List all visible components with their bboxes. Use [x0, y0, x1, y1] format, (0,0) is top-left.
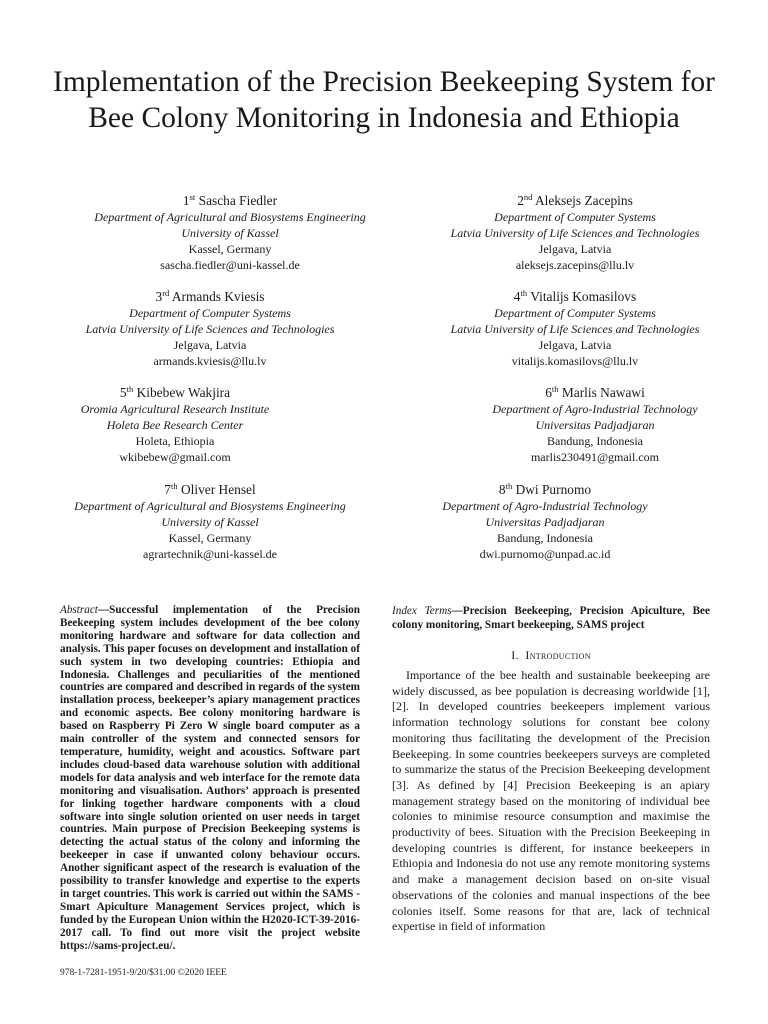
author-email: dwi.purnomo@unpad.ac.id — [479, 546, 611, 561]
section-heading — [392, 648, 710, 663]
author-department: Department of Agricultural and Biosystems Engineering — [74, 499, 346, 513]
abstract-lead: Abstract — [60, 604, 98, 616]
author-block — [400, 481, 690, 563]
author-location: Jelgava, Latvia — [538, 337, 612, 352]
author-email: marlis230491@gmail.com — [530, 449, 660, 464]
author-name: 3rd Armands Kviesis — [155, 288, 265, 304]
author-department: Department of Agro-Industrial Technology — [442, 499, 648, 513]
author-institution: Latvia University of Life Sciences and Technologies — [85, 321, 335, 336]
author-name: 8th Dwi Purnomo — [498, 481, 592, 497]
author-email: wkibebew@gmail.com — [119, 449, 231, 464]
author-block — [420, 288, 730, 370]
introduction-text: Importance of the bee health and sustainable beekeeping are widely discussed, as bee population is decreasing worldwide [1], [2]. In developed countries beekeepers implement various information technology solutions for constant bee colony monitoring thus facilitating the development of the Precision Beekeeping. In some countries beekeepers surveys are completed to summarize the status of the Precision Beekeeping development [3]. As defined by [4] Precision Beekeeping is an apiary management strategy based on the monitoring of individual bee colonies to minimise resource consumption and maximise the productivity of bees. Situation with the Precision Beekeeping in developing countries is different, for instance beekeepers in Ethiopia and Indonesia do not use any remote monitoring systems and make a management decision based on on-site visual observations of the colonies and manual inspections of the bee colonies itself. Some reasons for that are, lack of technical expertise in field of information — [392, 668, 710, 934]
author-email: vitalijs.komasilovs@llu.lv — [511, 353, 639, 368]
author-department: Department of Agricultural and Biosystems Engineering — [94, 210, 366, 224]
author-block — [40, 384, 310, 466]
author-institution: Latvia University of Life Sciences and Technologies — [450, 225, 700, 240]
author-institution: University of Kassel — [161, 514, 259, 529]
author-institution: Universitas Padjadjaran — [485, 514, 605, 529]
author-email: agrartechnik@uni-kassel.de — [143, 546, 277, 561]
author-name: 6th Marlis Nawawi — [545, 384, 645, 400]
author-location: Jelgava, Latvia — [538, 241, 612, 256]
author-department: Department of Computer Systems — [494, 306, 656, 320]
author-institution: Universitas Padjadjaran — [535, 417, 655, 432]
author-location: Kassel, Germany — [188, 241, 272, 256]
index-terms-lead: Index Terms — [392, 605, 452, 617]
author-location: Bandung, Indonesia — [497, 530, 593, 545]
author-block — [420, 192, 730, 274]
author-name: 7th Oliver Hensel — [164, 481, 256, 497]
author-location: Kassel, Germany — [168, 530, 252, 545]
author-location: Jelgava, Latvia — [173, 337, 247, 352]
author-block — [40, 288, 380, 370]
paper-title: Implementation of the Precision Beekeeping System for Bee Colony Monitoring in Indonesia and Ethiopia — [53, 66, 715, 134]
copyright-footer: 978-1-7281-1951-9/20/$31.00 ©2020 IEEE — [60, 968, 227, 978]
index-terms-text: —Precision Beekeeping, Precision Apiculture, Bee colony monitoring, Smart beekeeping, SAMS project — [392, 605, 710, 631]
author-location: Bandung, Indonesia — [547, 433, 643, 448]
author-institution: Latvia University of Life Sciences and Technologies — [450, 321, 700, 336]
author-department: Department of Agro-Industrial Technology — [492, 402, 698, 416]
author-name: 4th Vitalijs Komasilovs — [513, 288, 637, 304]
author-institution: University of Kassel — [181, 225, 279, 240]
author-email: armands.kviesis@llu.lv — [153, 353, 267, 368]
author-block — [50, 481, 370, 563]
author-location: Holeta, Ethiopia — [135, 433, 215, 448]
author-institution: Holeta Bee Research Center — [106, 417, 244, 432]
author-department: Department of Computer Systems — [129, 306, 291, 320]
author-department: Department of Computer Systems — [494, 210, 656, 224]
author-email: aleksejs.zacepins@llu.lv — [515, 257, 635, 272]
author-name: 2nd Aleksejs Zacepins — [517, 192, 633, 208]
author-email: sascha.fiedler@uni-kassel.de — [160, 257, 300, 272]
section-title: Introduction — [525, 648, 591, 662]
author-name: 1st Sascha Fiedler — [182, 192, 278, 208]
section-number: I. — [511, 648, 519, 662]
author-block — [460, 384, 730, 466]
abstract-text: —Successful implementation of the Precision Beekeeping system includes development of the bee colony monitoring hardware and software for data collection and analysis. This paper focuses on development and installation of such system in two developing countries: Ethiopia and Indonesia. Challenges and peculiarities of the mentioned countries are compared and described in regards of the system installation process, beekeeper’s apiary management practices and economic aspects. Bee colony monitoring hardware is based on Raspberry Pi Zero W single board computer as a main controller of the system and connected sensors for temperature, humidity, weight and acoustics. Software part includes cloud-based data warehouse solution with additional models for data analysis and web interface for the remote data monitoring and visualisation. Authors’ approach is presented for linking together hardware components with a cloud software into single solution oriented on user needs in target countries. Main purpose of Precision Beekeeping systems is detecting the actual status of the colony and informing the beekeeper in case if unwanted colony behaviour occurs. Another significant aspect of the research is evaluation of the possibility to transfer knowledge and expertise to the experts in target countries. This work is carried out within the SAMS - Smart Apiculture Management Services project, which is funded by the European Union within the H2020-ICT-39-2016-2017 call. To find out more visit the project website https://sams-project.eu/. — [60, 604, 360, 952]
author-block — [60, 192, 400, 274]
author-department: Oromia Agricultural Research Institute — [80, 402, 270, 416]
abstract — [60, 604, 360, 952]
index-terms — [392, 604, 710, 632]
author-name: 5th Kibebew Wakjira — [119, 384, 231, 400]
